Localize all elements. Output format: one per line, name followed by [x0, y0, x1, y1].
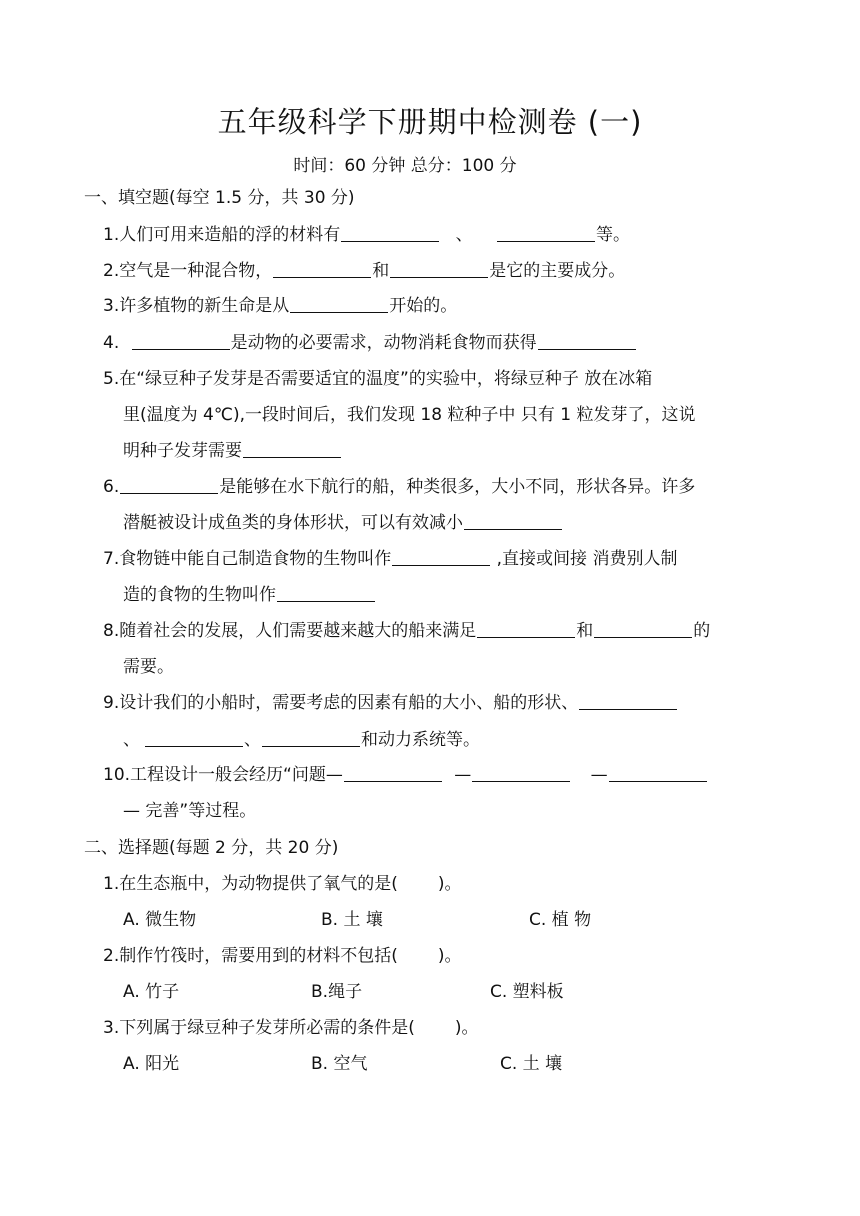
question-7-line-2: 造的食物的生物叫作: [123, 583, 376, 607]
mc-question-1: 1.在生态瓶中，为动物提供了氧气的是( )。: [103, 874, 462, 894]
question-3: 3.许多植物的新生命是从 开始的。: [103, 296, 458, 316]
section-heading-fill-in: 一、填空题(每空 1.5 分，共 30 分): [84, 188, 355, 208]
answer-blank[interactable]: [579, 691, 677, 710]
answer-blank[interactable]: [477, 619, 575, 638]
page-title: 五年级科学下册期中检测卷 (一): [217, 105, 643, 139]
option-b[interactable]: B. 空气: [311, 1054, 368, 1074]
option-b[interactable]: B.绳子: [311, 982, 363, 1002]
answer-blank[interactable]: [594, 619, 692, 638]
mc-question-2: 2.制作竹筏时，需要用到的材料不包括( )。: [103, 946, 462, 966]
answer-blank[interactable]: [277, 583, 375, 602]
answer-blank[interactable]: [145, 728, 243, 747]
option-b[interactable]: B. 土 壤: [321, 910, 383, 930]
answer-blank[interactable]: [243, 439, 341, 458]
question-10-line-1: 10.工程设计一般会经历“问题— — —: [103, 763, 708, 787]
answer-blank[interactable]: [464, 511, 562, 530]
answer-blank[interactable]: [262, 728, 360, 747]
option-c[interactable]: C. 塑料板: [490, 982, 564, 1002]
answer-blank[interactable]: [538, 331, 636, 350]
answer-blank[interactable]: [390, 259, 488, 278]
question-4: 4. 是动物的必要需求，动物消耗食物而获得: [103, 331, 637, 355]
question-9-line-1: 9.设计我们的小船时，需要考虑的因素有船的大小、船的形状、: [103, 691, 678, 715]
answer-blank[interactable]: [392, 547, 490, 566]
answer-blank[interactable]: [132, 331, 230, 350]
question-10-line-2: — 完善”等过程。: [123, 801, 257, 821]
question-6-line-2: 潜艇被设计成鱼类的身体形状，可以有效减小: [123, 511, 563, 535]
answer-blank[interactable]: [290, 294, 388, 313]
question-8-line-1: 8.随着社会的发展，人们需要越来越大的船来满足 和 的: [103, 621, 711, 641]
section-heading-multiple-choice: 二、选择题(每题 2 分，共 20 分): [84, 838, 339, 858]
question-1: 1.人们可用来造船的浮的材料有 、 等。: [103, 225, 631, 245]
option-a[interactable]: A. 阳光: [123, 1054, 180, 1074]
answer-blank[interactable]: [472, 763, 570, 782]
answer-blank[interactable]: [497, 223, 595, 242]
answer-blank[interactable]: [344, 763, 442, 782]
option-a[interactable]: A. 微生物: [123, 910, 197, 930]
question-6-line-1: 6. 是能够在水下航行的船，种类很多，大小不同，形状各异。许多: [103, 477, 696, 497]
question-8-line-2: 需要。: [123, 657, 174, 677]
answer-blank[interactable]: [609, 763, 707, 782]
answer-blank[interactable]: [120, 475, 218, 494]
question-9-line-2: 、 、 和动力系统等。: [123, 730, 480, 750]
question-7-line-1: 7.食物链中能自己制造食物的生物叫作 ,直接或间接 消费别人制: [103, 549, 678, 569]
answer-blank[interactable]: [273, 259, 371, 278]
question-5-line-3: 明种子发芽需要: [123, 439, 342, 463]
answer-blank[interactable]: [341, 223, 439, 242]
exam-info: 时间：60 分钟 总分：100 分: [293, 156, 517, 176]
option-c[interactable]: C. 土 壤: [500, 1054, 563, 1074]
mc-question-3: 3.下列属于绿豆种子发芽所必需的条件是( )。: [103, 1018, 479, 1038]
option-c[interactable]: C. 植 物: [529, 910, 592, 930]
option-a[interactable]: A. 竹子: [123, 982, 180, 1002]
question-5-line-1: 5.在“绿豆种子发芽是否需要适宜的温度”的实验中，将绿豆种子 放在冰箱: [103, 369, 653, 389]
question-2: 2.空气是一种混合物， 和 是它的主要成分。: [103, 261, 626, 281]
question-5-line-2: 里(温度为 4℃),一段时间后，我们发现 18 粒种子中 只有 1 粒发芽了，这说: [123, 405, 696, 425]
